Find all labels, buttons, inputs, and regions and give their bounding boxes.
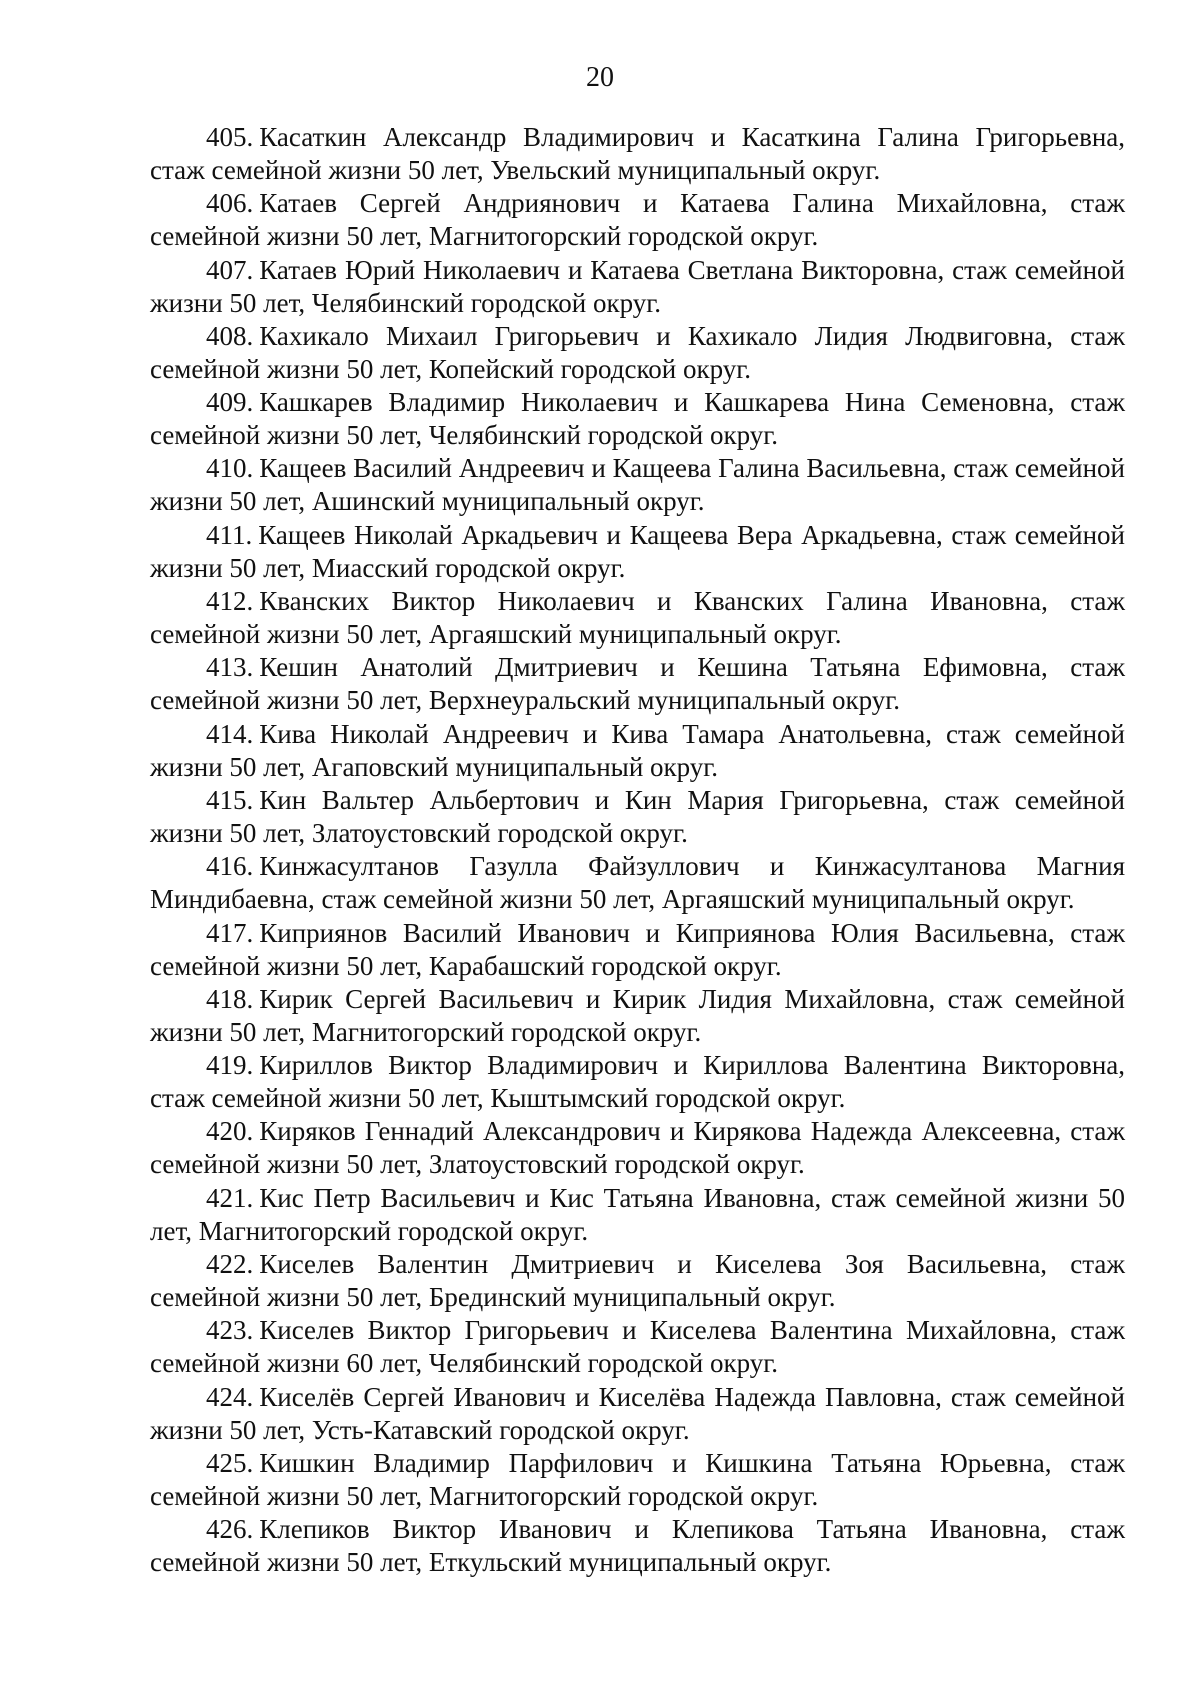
item-number: 407. <box>206 254 254 285</box>
item-text: Кинжасултанов Газулла Файзуллович и Кинжасултанова Магния Миндибаевна, стаж семейной жизни 50 лет, Аргаяшский муниципальный округ. <box>150 851 1125 915</box>
item-number: 412. <box>206 586 254 617</box>
item-number: 416. <box>206 851 254 882</box>
item-text: Киприянов Василий Иванович и Киприянова Юлия Васильевна, стаж семейной жизни 50 лет, Карабашский городской округ. <box>150 917 1125 981</box>
item-text: Киселев Виктор Григорьевич и Киселева Валентина Михайловна, стаж семейной жизни 60 лет, Челябинский городской округ. <box>150 1315 1125 1379</box>
item-text: Кирик Сергей Васильевич и Кирик Лидия Михайловна, стаж семейной жизни 50 лет, Магнитогорский городской округ. <box>150 983 1125 1047</box>
item-number: 422. <box>206 1249 254 1280</box>
item-number: 419. <box>206 1050 254 1081</box>
list-item <box>150 254 1125 320</box>
item-text: Кашкарев Владимир Николаевич и Кашкарева Нина Семеновна, стаж семейной жизни 50 лет, Челябинский городской округ. <box>150 387 1125 451</box>
item-number: 423. <box>206 1315 254 1346</box>
item-text: Кис Петр Васильевич и Кис Татьяна Ивановна, стаж семейной жизни 50 лет, Магнитогорский городской округ. <box>150 1182 1125 1246</box>
item-number: 414. <box>206 718 254 749</box>
page-number: 20 <box>586 62 614 93</box>
item-text: Кешин Анатолий Дмитриевич и Кешина Татьяна Ефимовна, стаж семейной жизни 50 лет, Верхнеуральский муниципальный округ. <box>150 652 1125 716</box>
item-text: Кванских Виктор Николаевич и Кванских Галина Ивановна, стаж семейной жизни 50 лет, Аргаяшский муниципальный округ. <box>150 586 1125 650</box>
list-item <box>150 983 1125 1049</box>
list-item <box>150 1182 1125 1248</box>
item-text: Катаев Юрий Николаевич и Катаева Светлана Викторовна, стаж семейной жизни 50 лет, Челябинский городской округ. <box>150 254 1125 318</box>
list-item <box>150 585 1125 651</box>
list-item <box>150 917 1125 983</box>
item-number: 411. <box>206 519 253 550</box>
item-number: 417. <box>206 917 254 948</box>
item-text: Кахикало Михаил Григорьевич и Кахикало Лидия Людвиговна, стаж семейной жизни 50 лет, Копейский городской округ. <box>150 320 1125 384</box>
list-item <box>150 784 1125 850</box>
list-item <box>150 651 1125 717</box>
item-text: Киселев Валентин Дмитриевич и Киселева Зоя Васильевна, стаж семейной жизни 50 лет, Брединский муниципальный округ. <box>150 1249 1125 1313</box>
item-text: Кащеев Николай Аркадьевич и Кащеева Вера Аркадьевна, стаж семейной жизни 50 лет, Миасский городской округ. <box>150 519 1125 583</box>
list-item <box>150 1381 1125 1447</box>
item-number: 410. <box>206 453 254 484</box>
item-text: Киселёв Сергей Иванович и Киселёва Надежда Павловна, стаж семейной жизни 50 лет, Усть-Катавский городской округ. <box>150 1381 1125 1445</box>
list-item <box>150 519 1125 585</box>
list-item <box>150 1314 1125 1380</box>
list-item <box>150 1115 1125 1181</box>
item-number: 421. <box>206 1182 254 1213</box>
item-text: Клепиков Виктор Иванович и Клепикова Татьяна Ивановна, стаж семейной жизни 50 лет, Еткульский муниципальный округ. <box>150 1514 1125 1578</box>
item-number: 420. <box>206 1116 254 1147</box>
item-text: Катаев Сергей Андриянович и Катаева Галина Михайловна, стаж семейной жизни 50 лет, Магнитогорский городской округ. <box>150 188 1125 252</box>
item-text: Киряков Геннадий Александрович и Кирякова Надежда Алексеевна, стаж семейной жизни 50 лет, Златоустовский городской округ. <box>150 1116 1125 1180</box>
item-number: 425. <box>206 1447 254 1478</box>
item-number: 406. <box>206 188 254 219</box>
list-item <box>150 386 1125 452</box>
list-item <box>150 1049 1125 1115</box>
list-item <box>150 718 1125 784</box>
list-item <box>150 1513 1125 1579</box>
list-item <box>150 121 1125 187</box>
item-text: Кива Николай Андреевич и Кива Тамара Анатольевна, стаж семейной жизни 50 лет, Агаповский муниципальный округ. <box>150 718 1125 782</box>
item-text: Касаткин Александр Владимирович и Касаткина Галина Григорьевна, стаж семейной жизни 50 лет, Увельский муниципальный округ. <box>150 122 1125 185</box>
item-number: 413. <box>206 652 254 683</box>
award-list <box>150 121 1125 1580</box>
item-text: Кин Вальтер Альбертович и Кин Мария Григорьевна, стаж семейной жизни 50 лет, Златоустовский городской округ. <box>150 784 1125 848</box>
item-number: 418. <box>206 983 254 1014</box>
list-item <box>150 187 1125 253</box>
list-item <box>150 320 1125 386</box>
item-number: 426. <box>206 1514 254 1545</box>
item-number: 409. <box>206 387 254 418</box>
list-item <box>150 1248 1125 1314</box>
item-number: 424. <box>206 1381 254 1412</box>
item-text: Кишкин Владимир Парфилович и Кишкина Татьяна Юрьевна, стаж семейной жизни 50 лет, Магнитогорский городской округ. <box>150 1447 1125 1511</box>
item-number: 405. <box>206 122 254 152</box>
list-item <box>150 850 1125 916</box>
item-text: Кащеев Василий Андреевич и Кащеева Галина Васильевна, стаж семейной жизни 50 лет, Ашинский муниципальный округ. <box>150 453 1125 517</box>
item-text: Кириллов Виктор Владимирович и Кириллова Валентина Викторовна, стаж семейной жизни 50 лет, Кыштымский городской округ. <box>150 1050 1125 1114</box>
list-item <box>150 1447 1125 1513</box>
list-item <box>150 452 1125 518</box>
item-number: 415. <box>206 784 254 815</box>
item-number: 408. <box>206 320 254 351</box>
